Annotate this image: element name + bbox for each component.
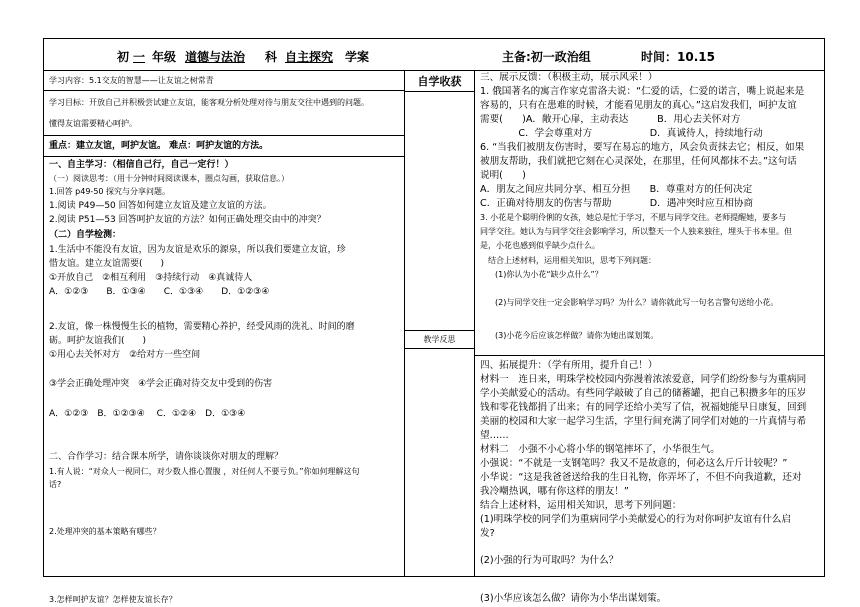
ext-question-1a: (1)明珠学校的同学们为重病同学小美献爱心的行为对你呵护友谊有什么启 xyxy=(480,514,791,525)
question-3: 2.阅读 P51—53 回答呵护友谊的方法？如何正确处理交由中的冲突？ xyxy=(49,215,326,225)
test2-options-2: ③学会正确处理冲突 ④学会正确对待交友中受到的伤害 xyxy=(49,379,273,389)
content-row xyxy=(44,70,404,91)
focus-difficulty: 重点：建立友谊，呵护友谊。 难点：呵护友谊的方法。 xyxy=(49,141,269,151)
grade-prefix: 初 xyxy=(117,50,130,64)
s6-line3: 说明( ) xyxy=(480,170,526,181)
grade-label: 年级 xyxy=(152,50,177,64)
extension-section xyxy=(475,356,824,604)
s3-question-1: (1)你认为小花“缺少点什么”？ xyxy=(495,270,603,279)
material1-line1: 材料一 连日来，明珠学校校园内弥漫着浓浓爱意，同学们纷纷参与为重病同 xyxy=(480,374,807,385)
s3-question-3: (3)小花今后应该怎样做？请你为她出谋划策。 xyxy=(495,331,659,340)
study-section xyxy=(44,157,404,604)
middle-column xyxy=(405,70,475,576)
learning-content: 学习内容：5.1交友的智慧——让友谊之树常青 xyxy=(49,76,214,85)
gain-header-cell xyxy=(405,70,474,92)
self-study-title: 一、自主学习：（相信自己行，自己一定行！） xyxy=(49,160,234,170)
s3-instruction: 结合上述材料，运用相关知识，思考下列问题： xyxy=(488,256,656,265)
s6-line1: 6. “当我们被朋友伤害时，要写在易忘的地方，风会负责抹去它；相反，如果 xyxy=(480,142,805,153)
teaching-reflection-label: 教学反思 xyxy=(423,335,456,344)
learning-goal-line1: 学习目标：开放自己并积极尝试建立友谊，能客观分析处理对待与朋友交往中遇到的问题。 xyxy=(49,98,369,107)
coop-question-1a: 1.有人说：“对众人一视同仁，对少数人推心置腹 ，对任何人不要亏负。”你如何理解这句 xyxy=(49,467,360,476)
test1-options: ①开放自己 ②相互利用 ③持续行动 ④真诚待人 xyxy=(49,273,253,283)
worksheet-header xyxy=(44,39,824,71)
test2-line1: 2.友谊，像一株慢慢生长的植物，需要精心养护，经受风雨的洗礼、时间的磨 xyxy=(49,322,355,332)
material2-instruction: 结合上述材料，运用相关知识，思考下列问题： xyxy=(480,500,682,511)
material2-line3: 小华说：“这是我爸爸送给我的生日礼物，你弄坏了，不但不向我道歉，还对 xyxy=(480,472,802,483)
material2-line4: 我冷嘲热讽，哪有你这样的朋友！” xyxy=(480,486,629,497)
coop-question-3: 3.怎样呵护友谊？怎样使友谊长存？ xyxy=(49,595,177,604)
coop-question-1b: 话? xyxy=(49,480,62,489)
test1-line2: 惜友谊。建立友谊需要( ) xyxy=(49,259,165,269)
coop-question-2: 2.处理冲突的基本策略有哪些？ xyxy=(49,527,161,536)
subject-label: 科 xyxy=(265,50,278,64)
s3-line3: 是，小花也感到似乎缺少点什么。 xyxy=(480,241,600,250)
extension-title: 四、拓展提升：（学有所用，提升自己！） xyxy=(480,360,658,371)
s6-line2: 被朋友帮助，我们就把它刻在心灵深处，在那里，任何风都抹不去。”这句话 xyxy=(480,156,797,167)
reflect-header-cell xyxy=(405,331,474,349)
self-study-gain-label: 自学收获 xyxy=(417,75,462,88)
s1-line2: 容易的，只有在患难的时候，才能看见朋友的真心。”这启发我们，呵护友谊 xyxy=(480,100,797,111)
self-check-title: （二）自学检测： xyxy=(49,230,122,240)
worksheet xyxy=(43,38,825,604)
question-1: 1.回答 p49-50 探究与分享问题。 xyxy=(49,187,171,196)
s1-line4: C．学会尊重对方 D．真诚待人，持续地行动 xyxy=(480,128,763,139)
s1-line3: 需要( )A．敞开心扉，主动表达 B．用心去关怀对方 xyxy=(480,114,741,125)
material1-line2: 学小美献爱心的活动。有些同学敲破了自己的储蓄罐，把自己积攒多年的压岁 xyxy=(480,388,807,399)
subject-name: 道德与法治 xyxy=(185,50,246,64)
question-2: 1.阅读 P49—50 回答如何建立友谊及建立友谊的方法。 xyxy=(49,201,272,211)
material1-line4: 美丽的校园和大家一起学习生活，字里行间充满了同学们对她的一片真情与希 xyxy=(480,416,807,427)
host-group: 主备:初一政治组 xyxy=(502,50,591,64)
ext-question-3: (3)小华应该怎么做？请你为小华出谋划策。 xyxy=(480,593,667,604)
test2-line2: 砺。呵护友谊我们( ) xyxy=(49,336,147,346)
gain-blank-cell xyxy=(405,92,474,331)
focus-row xyxy=(44,136,404,157)
material1-line3: 钱和零花钱都捐了出来；有的同学还给小美写了信，祝福她能早日康复，回到 xyxy=(480,402,807,413)
ext-question-2: (2)小强的行为可取吗？为什么？ xyxy=(480,555,619,566)
show-feedback-title: 三、展示反馈：（积极主动，展示风采！） xyxy=(480,72,658,83)
show-feedback-section xyxy=(475,70,824,356)
s6-options-1: A．朋友之间应共同分享、相互分担 B．尊重对方的任何决定 xyxy=(480,184,753,195)
study-mode: 自主探究 xyxy=(285,50,334,64)
study-mode-label: 学案 xyxy=(345,50,370,64)
s6-options-2: C．正确对待朋友的伤害与帮助 D．遇冲突时应互相协商 xyxy=(480,198,754,209)
s3-question-2: (2)与同学交往一定会影响学习吗？为什么？请你就此写一句名言警句送给小花。 xyxy=(495,298,779,307)
material2-line1: 材料二 小强不小心将小华的钢笔摔坏了，小华很生气。 xyxy=(480,444,720,455)
date-text: 时间：10.15 xyxy=(641,50,715,64)
cooperation-title: 二、合作学习：结合课本所学，请你谈谈你对朋友的理解？ xyxy=(49,452,284,462)
learning-goal-line2: 懂得友谊需要精心呵护。 xyxy=(49,119,137,128)
test1-line1: 1.生活中不能没有友谊，因为友谊是欢乐的源泉，所以我们要建立友谊，珍 xyxy=(49,245,346,255)
s1-line1: 1. 俄国著名的寓言作家克雷洛夫说：“仁爱的话，仁爱的诺言，嘴上说起来是 xyxy=(480,86,805,97)
s3-line2: 同学交往。她认为与同学交往会影响学习，所以整天一个人独来独往，埋头于书本里。但 xyxy=(480,227,792,236)
right-column xyxy=(475,70,824,604)
ext-question-1b: 发? xyxy=(480,528,495,539)
left-column xyxy=(44,70,405,604)
material2-line2: 小强说：“不就是一支钢笔吗？我又不是故意的，何必这么斤斤计较呢？” xyxy=(480,458,788,469)
test1-answers: A．①②③ B．①③④ C．①③④ D．①②③④ xyxy=(49,287,270,297)
goals-row xyxy=(44,91,404,136)
s3-line1: 3. 小花是个聪明伶俐的女孩，她总是忙于学习，不愿与同学交往。老师提醒她，要多与 xyxy=(480,213,787,222)
read-think-note: （一）阅读思考：（用十分钟时间阅读课本，圈点勾画，获取信息。） xyxy=(49,174,289,183)
grade-number: 一 xyxy=(133,50,146,64)
test2-options-1: ①用心去关怀对方 ②给对方一些空间 xyxy=(49,350,201,360)
test2-answers: A．①②③ B．①②③④ C．①②④ D．①③④ xyxy=(49,409,246,419)
material1-line5: 望…… xyxy=(480,430,509,441)
